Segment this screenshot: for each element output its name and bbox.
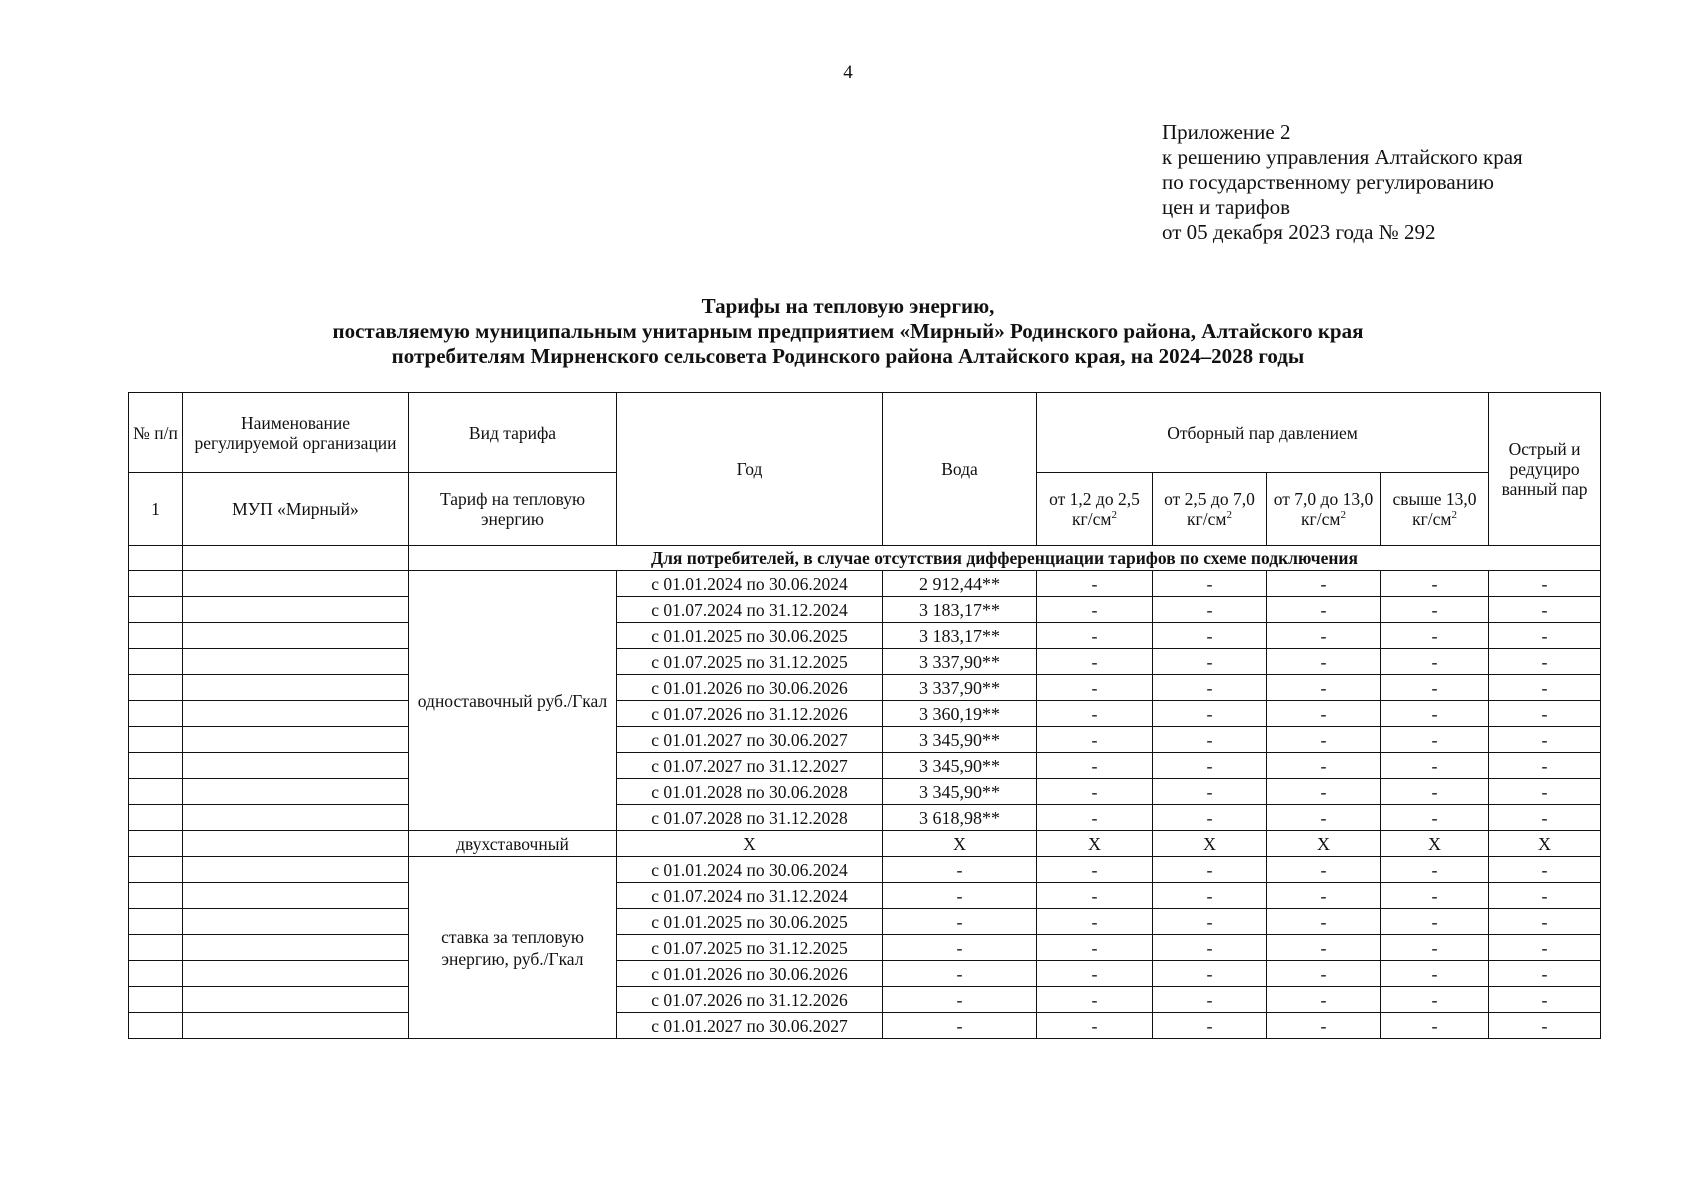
value-cell: - — [1267, 857, 1381, 883]
value-cell: - — [1153, 727, 1267, 753]
value-cell: - — [883, 883, 1037, 909]
steam-sub-label: от 7,0 до 13,0 кг/см — [1273, 489, 1374, 529]
empty-cell — [129, 623, 183, 649]
value-cell: - — [1489, 987, 1601, 1013]
empty-cell — [183, 727, 409, 753]
value-cell: - — [1267, 727, 1381, 753]
value-cell: - — [1037, 805, 1153, 831]
period-cell: с 01.07.2026 по 31.12.2026 — [617, 987, 883, 1013]
value-cell: - — [1153, 675, 1267, 701]
appendix-line: к решению управления Алтайского края — [1162, 145, 1523, 169]
value-cell: - — [883, 909, 1037, 935]
value-cell: - — [1153, 649, 1267, 675]
value-cell: - — [1381, 779, 1489, 805]
value-cell: - — [1267, 987, 1381, 1013]
value-cell: - — [1489, 961, 1601, 987]
value-cell: - — [1489, 623, 1601, 649]
header-water: Вода — [883, 393, 1037, 546]
table-row — [129, 597, 1601, 623]
value-cell: - — [1489, 753, 1601, 779]
header-tariff-type: Вид тарифа — [409, 393, 617, 473]
value-cell: - — [1489, 1013, 1601, 1039]
value-cell: 3 345,90** — [883, 779, 1037, 805]
period-cell: с 01.01.2025 по 30.06.2025 — [617, 623, 883, 649]
empty-cell — [129, 727, 183, 753]
value-cell: - — [1153, 779, 1267, 805]
value-cell: 3 618,98** — [883, 805, 1037, 831]
value-cell: - — [1381, 883, 1489, 909]
value-cell: - — [1381, 857, 1489, 883]
appendix-line: от 05 декабря 2023 года № 292 — [1162, 220, 1436, 244]
document-title — [0, 294, 1696, 369]
steam-sub-label: от 1,2 до 2,5 кг/см — [1049, 489, 1140, 529]
empty-cell — [129, 909, 183, 935]
period-cell: с 01.07.2024 по 31.12.2024 — [617, 597, 883, 623]
value-cell: - — [1037, 935, 1153, 961]
value-cell: - — [883, 987, 1037, 1013]
value-cell: - — [1489, 909, 1601, 935]
empty-cell — [129, 546, 183, 571]
empty-cell — [129, 779, 183, 805]
value-cell: - — [1267, 961, 1381, 987]
table-row — [129, 831, 1601, 857]
empty-cell — [129, 597, 183, 623]
value-cell: - — [1267, 649, 1381, 675]
empty-cell — [183, 571, 409, 597]
tariff-group-label: ставка за тепловую энергию, руб./Гкал — [409, 857, 617, 1039]
period-cell: с 01.07.2028 по 31.12.2028 — [617, 805, 883, 831]
empty-cell — [183, 623, 409, 649]
appendix-block — [1162, 120, 1523, 245]
unit-superscript: 2 — [1340, 509, 1346, 522]
value-cell: X — [1037, 831, 1153, 857]
value-cell: - — [1037, 1013, 1153, 1039]
value-cell: - — [1153, 987, 1267, 1013]
value-cell: - — [883, 857, 1037, 883]
table-row — [129, 649, 1601, 675]
table-row — [129, 623, 1601, 649]
period-cell: с 01.01.2027 по 30.06.2027 — [617, 1013, 883, 1039]
table-row — [129, 935, 1601, 961]
value-cell: - — [1153, 623, 1267, 649]
empty-cell — [129, 961, 183, 987]
value-cell: - — [1037, 571, 1153, 597]
empty-cell — [183, 597, 409, 623]
value-cell: - — [1037, 857, 1153, 883]
value-cell: - — [1037, 753, 1153, 779]
value-cell: - — [1267, 935, 1381, 961]
value-cell: - — [1381, 597, 1489, 623]
value-cell: 2 912,44** — [883, 571, 1037, 597]
value-cell: - — [1267, 779, 1381, 805]
value-cell: - — [1153, 857, 1267, 883]
empty-cell — [129, 831, 183, 857]
value-cell: - — [1037, 961, 1153, 987]
period-cell: с 01.01.2024 по 30.06.2024 — [617, 857, 883, 883]
value-cell: - — [1037, 623, 1153, 649]
empty-cell — [183, 701, 409, 727]
value-cell: - — [1489, 571, 1601, 597]
value-cell: - — [1153, 935, 1267, 961]
value-cell: - — [1489, 701, 1601, 727]
title-line: потребителям Мирненского сельсовета Родинского района Алтайского края, на 2024–2028 годы — [391, 344, 1305, 368]
empty-cell — [129, 701, 183, 727]
appendix-line: цен и тарифов — [1162, 195, 1291, 219]
value-cell: - — [1037, 779, 1153, 805]
empty-cell — [183, 753, 409, 779]
value-cell: - — [1489, 727, 1601, 753]
period-cell: с 01.01.2028 по 30.06.2028 — [617, 779, 883, 805]
header-steam-sub — [1381, 473, 1489, 546]
org-name: МУП «Мирный» — [183, 473, 409, 546]
value-cell: - — [1381, 701, 1489, 727]
appendix-line: Приложение 2 — [1162, 120, 1291, 144]
empty-cell — [129, 753, 183, 779]
table-row — [129, 961, 1601, 987]
period-cell: с 01.07.2025 по 31.12.2025 — [617, 649, 883, 675]
value-cell: - — [1153, 961, 1267, 987]
empty-cell — [129, 649, 183, 675]
title-line: поставляемую муниципальным унитарным предприятием «Мирный» Родинского района, Алтайского края — [332, 319, 1364, 343]
value-cell: - — [1153, 701, 1267, 727]
tariff-group-label: одноставочный руб./Гкал — [409, 571, 617, 831]
steam-sub-label: от 2,5 до 7,0 кг/см — [1164, 489, 1255, 529]
header-steam-sub — [1153, 473, 1267, 546]
table-row — [129, 701, 1601, 727]
value-cell: 3 183,17** — [883, 597, 1037, 623]
appendix-line: по государственному регулированию — [1162, 170, 1494, 194]
value-cell: - — [1153, 883, 1267, 909]
period-cell: с 01.01.2026 по 30.06.2026 — [617, 675, 883, 701]
table-row — [129, 753, 1601, 779]
value-cell: - — [1037, 883, 1153, 909]
value-cell: 3 345,90** — [883, 727, 1037, 753]
value-cell: - — [1381, 675, 1489, 701]
value-cell: - — [1267, 597, 1381, 623]
empty-cell — [183, 935, 409, 961]
value-cell: - — [1489, 857, 1601, 883]
value-cell: - — [1153, 805, 1267, 831]
value-cell: - — [1489, 805, 1601, 831]
empty-cell — [129, 805, 183, 831]
period-cell: X — [617, 831, 883, 857]
value-cell: - — [1037, 909, 1153, 935]
empty-cell — [129, 675, 183, 701]
value-cell: X — [1267, 831, 1381, 857]
value-cell: - — [1037, 649, 1153, 675]
value-cell: 3 183,17** — [883, 623, 1037, 649]
value-cell: 3 337,90** — [883, 675, 1037, 701]
value-cell: - — [1153, 909, 1267, 935]
value-cell: - — [1267, 623, 1381, 649]
steam-sub-label: свыше 13,0 кг/см — [1392, 489, 1477, 529]
table-row — [129, 987, 1601, 1013]
period-cell: с 01.07.2026 по 31.12.2026 — [617, 701, 883, 727]
value-cell: - — [1381, 1013, 1489, 1039]
empty-cell — [183, 909, 409, 935]
empty-cell — [183, 675, 409, 701]
org-num: 1 — [129, 473, 183, 546]
value-cell: - — [1153, 753, 1267, 779]
empty-cell — [183, 1013, 409, 1039]
table-row — [129, 675, 1601, 701]
table-row — [129, 1013, 1601, 1039]
tariff-table — [128, 392, 1601, 1039]
section-title: Для потребителей, в случае отсутствия дифференциации тарифов по схеме подключения — [409, 546, 1601, 571]
table-row — [129, 805, 1601, 831]
value-cell: - — [1381, 571, 1489, 597]
value-cell: - — [1381, 805, 1489, 831]
unit-superscript: 2 — [1451, 509, 1457, 522]
tariff-group-label: двухставочный — [409, 831, 617, 857]
empty-cell — [183, 805, 409, 831]
empty-cell — [183, 831, 409, 857]
empty-cell — [129, 935, 183, 961]
value-cell: - — [1381, 935, 1489, 961]
value-cell: - — [883, 1013, 1037, 1039]
header-steam: Отборный пар давлением — [1037, 393, 1489, 473]
value-cell: - — [1153, 571, 1267, 597]
value-cell: - — [1267, 1013, 1381, 1039]
value-cell: X — [1381, 831, 1489, 857]
period-cell: с 01.07.2025 по 31.12.2025 — [617, 935, 883, 961]
value-cell: - — [1489, 675, 1601, 701]
value-cell: X — [1153, 831, 1267, 857]
value-cell: - — [1037, 675, 1153, 701]
empty-cell — [183, 779, 409, 805]
value-cell: - — [1267, 883, 1381, 909]
unit-superscript: 2 — [1226, 509, 1232, 522]
value-cell: - — [1267, 805, 1381, 831]
empty-cell — [183, 987, 409, 1013]
empty-cell — [129, 571, 183, 597]
value-cell: - — [883, 961, 1037, 987]
table-row — [129, 883, 1601, 909]
table-row — [129, 779, 1601, 805]
value-cell: - — [1489, 597, 1601, 623]
header-year: Год — [617, 393, 883, 546]
value-cell: - — [1267, 753, 1381, 779]
value-cell: - — [1381, 987, 1489, 1013]
value-cell: - — [1381, 623, 1489, 649]
empty-cell — [183, 883, 409, 909]
value-cell: - — [1153, 1013, 1267, 1039]
empty-cell — [129, 1013, 183, 1039]
table-row — [129, 571, 1601, 597]
empty-cell — [129, 857, 183, 883]
empty-cell — [129, 987, 183, 1013]
value-cell: - — [1267, 909, 1381, 935]
empty-cell — [183, 961, 409, 987]
value-cell: - — [1037, 987, 1153, 1013]
value-cell: - — [1037, 727, 1153, 753]
value-cell: 3 337,90** — [883, 649, 1037, 675]
value-cell: - — [1381, 961, 1489, 987]
org-tariff: Тариф на тепловую энергию — [409, 473, 617, 546]
value-cell: - — [1037, 701, 1153, 727]
value-cell: - — [1381, 753, 1489, 779]
table-row — [129, 909, 1601, 935]
empty-cell — [183, 649, 409, 675]
value-cell: - — [1267, 701, 1381, 727]
page-number: 4 — [843, 62, 853, 83]
value-cell: - — [1381, 649, 1489, 675]
value-cell: - — [883, 935, 1037, 961]
value-cell: X — [883, 831, 1037, 857]
value-cell: - — [1153, 597, 1267, 623]
unit-superscript: 2 — [1111, 509, 1117, 522]
value-cell: - — [1489, 935, 1601, 961]
period-cell: с 01.01.2025 по 30.06.2025 — [617, 909, 883, 935]
value-cell: - — [1489, 883, 1601, 909]
value-cell: - — [1037, 597, 1153, 623]
table-row — [129, 727, 1601, 753]
header-steam-sub — [1267, 473, 1381, 546]
period-cell: с 01.01.2024 по 30.06.2024 — [617, 571, 883, 597]
value-cell: - — [1489, 649, 1601, 675]
table-row — [129, 857, 1601, 883]
value-cell: - — [1267, 571, 1381, 597]
header-org: Наименование регулируемой организации — [183, 393, 409, 473]
period-cell: с 01.07.2024 по 31.12.2024 — [617, 883, 883, 909]
header-steam-sub — [1037, 473, 1153, 546]
value-cell: X — [1489, 831, 1601, 857]
header-sharp-steam: Острый и редуциро ванный пар — [1489, 393, 1601, 546]
header-num: № п/п — [129, 393, 183, 473]
period-cell: с 01.01.2026 по 30.06.2026 — [617, 961, 883, 987]
value-cell: 3 360,19** — [883, 701, 1037, 727]
value-cell: - — [1381, 909, 1489, 935]
value-cell: 3 345,90** — [883, 753, 1037, 779]
value-cell: - — [1267, 675, 1381, 701]
title-line: Тарифы на тепловую энергию, — [701, 294, 995, 318]
period-cell: с 01.01.2027 по 30.06.2027 — [617, 727, 883, 753]
empty-cell — [183, 857, 409, 883]
period-cell: с 01.07.2027 по 31.12.2027 — [617, 753, 883, 779]
value-cell: - — [1381, 727, 1489, 753]
empty-cell — [183, 546, 409, 571]
value-cell: - — [1489, 779, 1601, 805]
empty-cell — [129, 883, 183, 909]
